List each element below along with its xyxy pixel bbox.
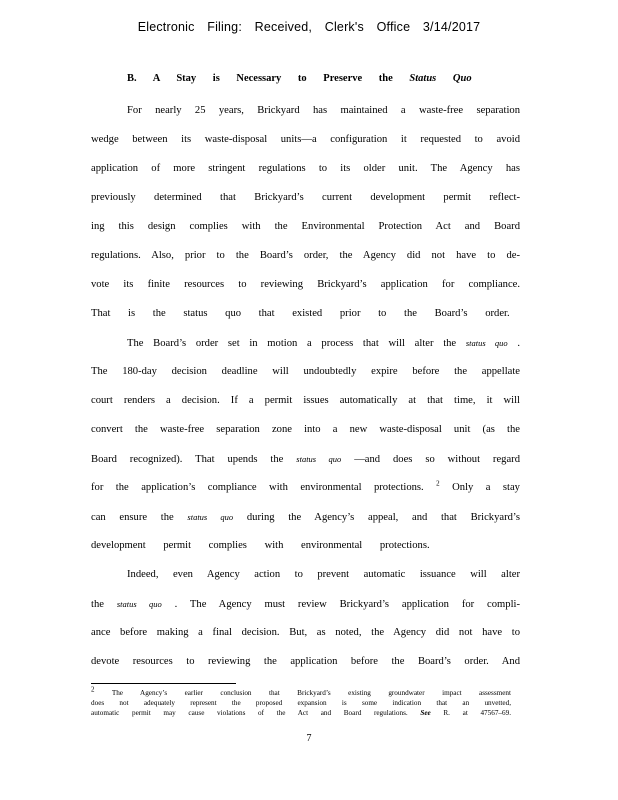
- paragraph-1-line: wedge between its waste-disposal units—a configuration it requested to avoid: [91, 134, 520, 145]
- paragraph-2-line: [91, 452, 520, 467]
- paragraph-3-line: ance before making a final decision. But, as noted, the Agency did not have to: [91, 627, 520, 638]
- paragraph-2-line: [91, 481, 520, 495]
- text-run: the: [91, 599, 104, 610]
- paragraph-1-line: regulations. Also, prior to the Board’s order, the Agency did not have to de-: [91, 250, 520, 261]
- italic-status-quo: status quo: [465, 338, 508, 348]
- paragraph-3-line: Indeed, even Agency action to prevent automatic issuance will alter: [127, 569, 520, 580]
- section-heading-italic: Status Quo: [409, 73, 472, 84]
- text-run: automatic permit may cause violations of the Act and Board regulations.: [91, 709, 408, 717]
- text-run: Board recognized). That upends the: [91, 454, 284, 465]
- paragraph-1-line: For nearly 25 years, Brickyard has maintained a waste-free separation: [127, 105, 520, 116]
- paragraph-2-line: [91, 510, 520, 525]
- paragraph-1-line: That is the status quo that existed prior to the Board’s order.: [91, 308, 510, 319]
- italic-status-quo: status quo: [116, 599, 162, 609]
- paragraph-3-line: [91, 597, 520, 612]
- paragraph-1-line: ing this design complies with the Environmental Protection Act and Board: [91, 221, 520, 232]
- section-heading: [127, 73, 487, 84]
- paragraph-2-line: convert the waste-free separation zone into a new waste-disposal unit (as the: [91, 424, 520, 435]
- footnote-line: [91, 685, 511, 699]
- text-run: —and does so without regard: [354, 454, 520, 465]
- section-letter: B.: [127, 73, 137, 84]
- footnote-line: [91, 709, 511, 719]
- text-run: R. at 47567–69.: [443, 709, 512, 717]
- footnote-reference[interactable]: 2: [436, 479, 440, 488]
- paragraph-1-line: vote its finite resources to reviewing Brickyard’s application for compliance.: [91, 279, 520, 290]
- text-run: . The Agency must review Brickyard’s application for compli-: [174, 599, 520, 610]
- paragraph-3-line: devote resources to reviewing the application before the Board’s order. And: [91, 656, 520, 667]
- filing-stamp-header: Electronic Filing: Received, Clerk's Office 3/14/2017: [137, 20, 481, 34]
- text-run: The Board’s order set in motion a process that will alter the: [127, 338, 457, 349]
- text-run: The Agency’s earlier conclusion that Brickyard’s existing groundwater impact assessment: [111, 689, 511, 697]
- footnote-line: does not adequately represent the proposed expansion is some indication that an unvetted,: [91, 699, 511, 707]
- text-run: can ensure the: [91, 512, 174, 523]
- text-run: .: [517, 338, 520, 349]
- text-run: Only a stay: [452, 482, 520, 493]
- footnote-number: 2: [91, 685, 95, 694]
- paragraph-1-line: previously determined that Brickyard’s current development permit reflect-: [91, 192, 520, 203]
- page-number: 7: [306, 733, 312, 744]
- text-run: for the application’s compliance with environmental protections.: [91, 482, 424, 493]
- footnote-divider: [91, 683, 236, 684]
- italic-status-quo: status quo: [187, 512, 234, 522]
- text-run: during the Agency’s appeal, and that Brickyard’s: [246, 512, 520, 523]
- paragraph-1-line: application of more stringent regulations to its older unit. The Agency has: [91, 163, 520, 174]
- paragraph-2-line: development permit complies with environmental protections.: [91, 540, 430, 551]
- italic-status-quo: status quo: [296, 454, 342, 464]
- paragraph-2-line: [127, 336, 520, 351]
- section-heading-text: A Stay is Necessary to Preserve the: [152, 73, 393, 84]
- italic-see-signal: See: [420, 709, 431, 717]
- paragraph-2-line: The 180-day decision deadline will undoubtedly expire before the appellate: [91, 366, 520, 377]
- paragraph-2-line: court renders a decision. If a permit issues automatically at that time, it will: [91, 395, 520, 406]
